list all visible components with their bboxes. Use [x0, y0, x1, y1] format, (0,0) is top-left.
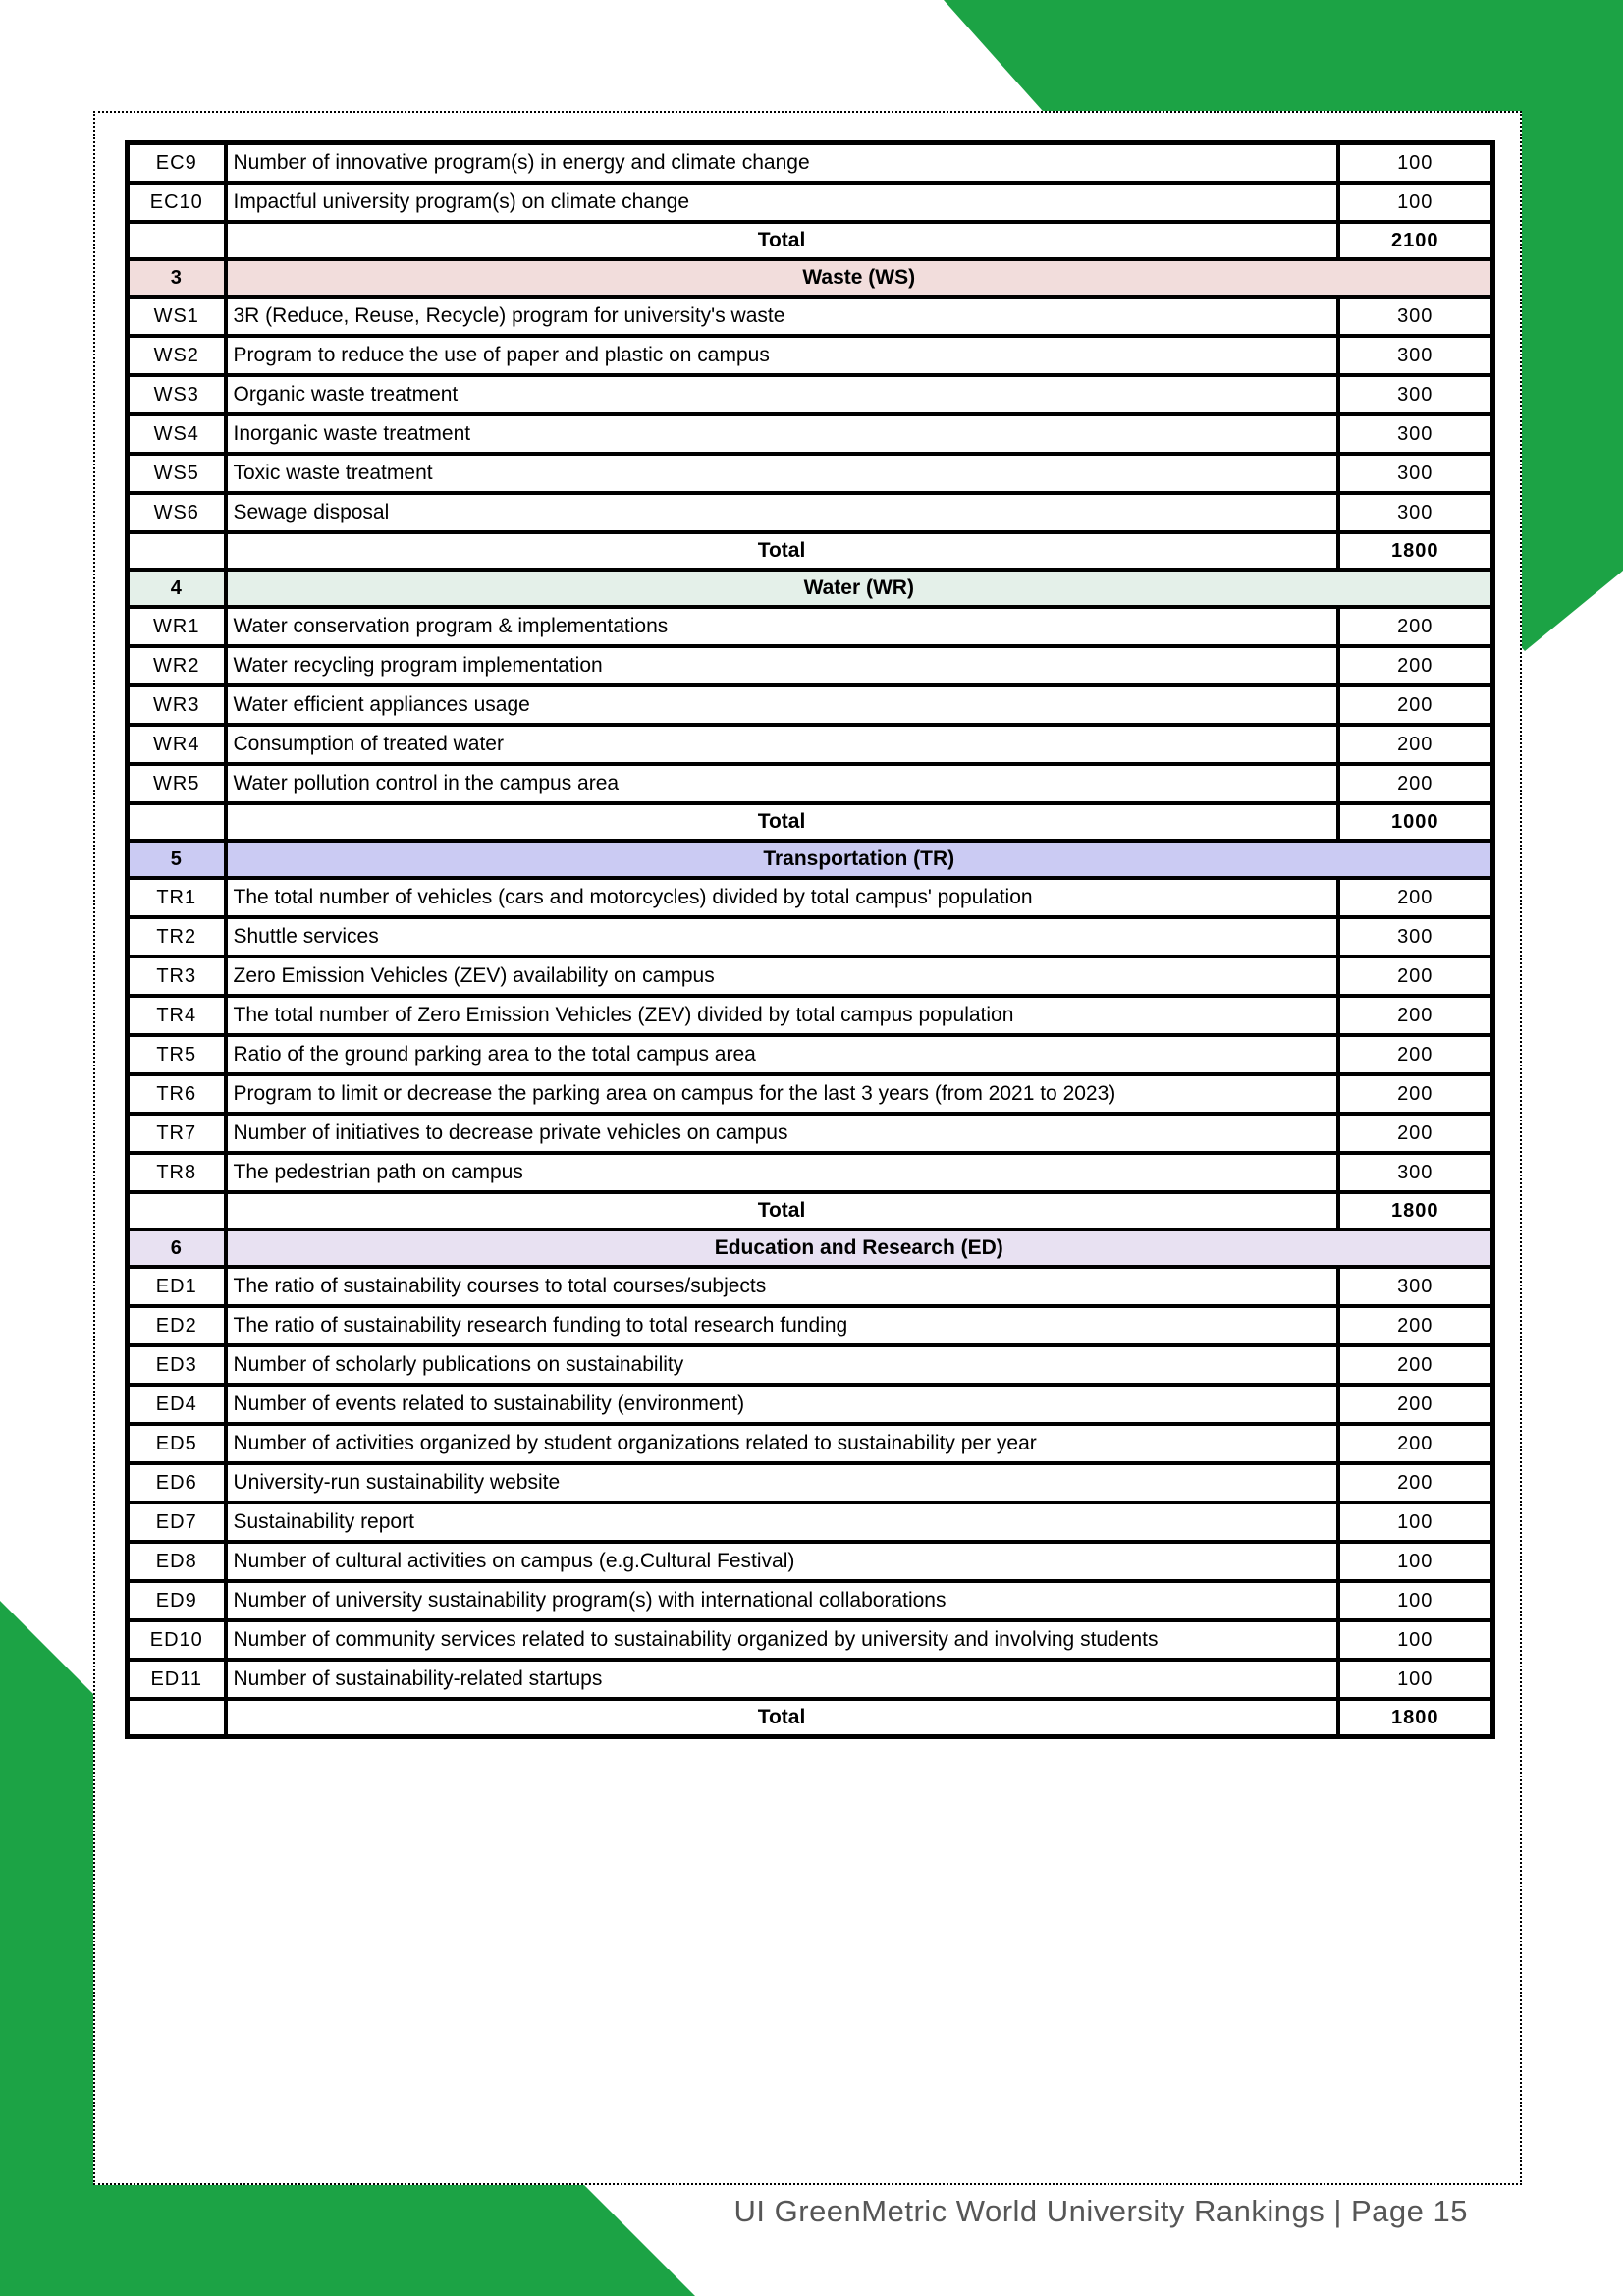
indicator-label-cell [226, 646, 1338, 685]
indicator-code-cell: ED10 [128, 1620, 226, 1660]
indicator-points-cell: 200 [1338, 996, 1493, 1035]
table-row [128, 259, 1493, 297]
indicator-label-cell [226, 454, 1338, 493]
total-empty-cell [128, 1699, 226, 1737]
table-row [128, 725, 1493, 764]
indicator-points-cell: 200 [1338, 1306, 1493, 1345]
table-row [128, 143, 1493, 184]
indicator-code-cell: ED1 [128, 1267, 226, 1306]
table-row [128, 1503, 1493, 1542]
indicator-table [125, 140, 1495, 1739]
indicator-label-cell [226, 764, 1338, 803]
indicator-label-text: Consumption of treated water [233, 733, 504, 755]
indicator-label-cell [226, 1306, 1338, 1345]
indicator-code-cell: WS3 [128, 375, 226, 414]
indicator-label-cell [226, 1153, 1338, 1192]
indicator-code-cell: TR6 [128, 1074, 226, 1114]
indicator-code-cell: ED3 [128, 1345, 226, 1385]
indicator-label-text: 3R (Reduce, Reuse, Recycle) program for university's waste [233, 304, 785, 327]
indicator-code-cell: TR4 [128, 996, 226, 1035]
section-number-cell: 3 [128, 259, 226, 297]
table-row [128, 1660, 1493, 1699]
indicator-label-text: Sustainability report [233, 1510, 414, 1533]
indicator-points-cell: 300 [1338, 493, 1493, 532]
total-points-cell: 1800 [1338, 1192, 1493, 1230]
page-footer: UI GreenMetric World University Rankings | Page 15 [733, 2194, 1468, 2228]
indicator-code-cell: WR5 [128, 764, 226, 803]
indicator-label-cell [226, 878, 1338, 917]
indicator-code-cell: ED6 [128, 1463, 226, 1503]
indicator-label-cell [226, 1114, 1338, 1153]
indicator-label-text: Number of university sustainability program(s) with international collaborations [233, 1589, 947, 1612]
table-row [128, 1153, 1493, 1192]
indicator-points-cell: 200 [1338, 764, 1493, 803]
table-row [128, 1114, 1493, 1153]
indicator-label-cell [226, 1385, 1338, 1424]
indicator-label-text: Shuttle services [233, 925, 379, 948]
total-points-cell: 1800 [1338, 1699, 1493, 1737]
indicator-label-cell [226, 917, 1338, 957]
table-row [128, 222, 1493, 259]
indicator-code-cell: WR1 [128, 607, 226, 646]
indicator-label-cell [226, 414, 1338, 454]
table-row [128, 1424, 1493, 1463]
table-row [128, 1192, 1493, 1230]
total-points-cell: 2100 [1338, 222, 1493, 259]
table-row [128, 183, 1493, 222]
table-row [128, 414, 1493, 454]
indicator-label-text: Number of activities organized by student organizations related to sustainability per year [233, 1432, 1037, 1454]
indicator-code-cell: ED7 [128, 1503, 226, 1542]
indicator-label-text: Number of cultural activities on campus (e.g.Cultural Festival) [233, 1550, 795, 1572]
indicator-points-cell: 100 [1338, 1620, 1493, 1660]
table-row [128, 878, 1493, 917]
indicator-label-text: University-run sustainability website [233, 1471, 561, 1494]
section-number-cell: 5 [128, 841, 226, 878]
indicator-label-cell [226, 1074, 1338, 1114]
indicator-code-cell: TR8 [128, 1153, 226, 1192]
indicator-label-text: Zero Emission Vehicles (ZEV) availability on campus [233, 964, 715, 987]
indicator-points-cell: 200 [1338, 646, 1493, 685]
table-row [128, 1306, 1493, 1345]
indicator-code-cell: TR3 [128, 957, 226, 996]
indicator-label-cell [226, 607, 1338, 646]
table-row [128, 764, 1493, 803]
indicator-code-cell: TR1 [128, 878, 226, 917]
indicator-points-cell: 100 [1338, 1660, 1493, 1699]
table-row [128, 1620, 1493, 1660]
indicator-code-cell: ED5 [128, 1424, 226, 1463]
total-empty-cell [128, 532, 226, 570]
table-row [128, 1542, 1493, 1581]
indicator-code-cell: ED4 [128, 1385, 226, 1424]
indicator-points-cell: 200 [1338, 957, 1493, 996]
indicator-points-cell: 200 [1338, 1424, 1493, 1463]
indicator-label-text: Sewage disposal [233, 501, 390, 523]
indicator-code-cell: TR2 [128, 917, 226, 957]
indicator-label-text: Inorganic waste treatment [233, 422, 471, 445]
indicator-code-cell: TR5 [128, 1035, 226, 1074]
table-row [128, 1074, 1493, 1114]
indicator-points-cell: 300 [1338, 336, 1493, 375]
indicator-label-text: The pedestrian path on campus [233, 1161, 523, 1183]
table-row [128, 297, 1493, 336]
total-points-cell: 1000 [1338, 803, 1493, 841]
indicator-label-cell [226, 1581, 1338, 1620]
indicator-points-cell: 300 [1338, 414, 1493, 454]
indicator-label-text: Number of events related to sustainability (environment) [233, 1393, 745, 1415]
indicator-label-cell [226, 1267, 1338, 1306]
indicator-label-cell [226, 336, 1338, 375]
indicator-points-cell: 200 [1338, 725, 1493, 764]
section-title-cell: Water (WR) [226, 570, 1493, 607]
indicator-label-cell [226, 725, 1338, 764]
indicator-points-cell: 100 [1338, 1503, 1493, 1542]
table-row [128, 646, 1493, 685]
table-row [128, 841, 1493, 878]
table-row [128, 454, 1493, 493]
indicator-points-cell: 200 [1338, 878, 1493, 917]
table-row [128, 1267, 1493, 1306]
indicator-label-text: Ratio of the ground parking area to the total campus area [233, 1043, 756, 1066]
table-row [128, 1230, 1493, 1267]
indicator-code-cell: ED8 [128, 1542, 226, 1581]
table-row [128, 1035, 1493, 1074]
indicator-label-cell [226, 183, 1338, 222]
section-number-cell: 6 [128, 1230, 226, 1267]
indicator-code-cell: WS4 [128, 414, 226, 454]
indicator-label-cell [226, 1503, 1338, 1542]
indicator-label-text: Number of scholarly publications on sustainability [233, 1353, 684, 1376]
indicator-label-text: Water recycling program implementation [233, 654, 603, 677]
total-label-cell: Total [226, 222, 1338, 259]
indicator-code-cell: ED2 [128, 1306, 226, 1345]
indicator-label-text: Toxic waste treatment [233, 462, 433, 484]
indicator-label-text: Water efficient appliances usage [233, 693, 530, 716]
table-row [128, 1345, 1493, 1385]
table-row [128, 336, 1493, 375]
table-row [128, 957, 1493, 996]
indicator-points-cell: 300 [1338, 1267, 1493, 1306]
indicator-code-cell: ED11 [128, 1660, 226, 1699]
indicator-code-cell: WS6 [128, 493, 226, 532]
indicator-code-cell: WS1 [128, 297, 226, 336]
indicator-points-cell: 300 [1338, 1153, 1493, 1192]
indicator-label-text: The ratio of sustainability courses to total courses/subjects [233, 1275, 767, 1297]
indicator-points-cell: 200 [1338, 1345, 1493, 1385]
indicator-points-cell: 200 [1338, 607, 1493, 646]
indicator-label-cell [226, 957, 1338, 996]
indicator-label-text: Program to limit or decrease the parking area on campus for the last 3 years (from 2021 to 2023) [233, 1082, 1116, 1105]
indicator-label-cell [226, 1542, 1338, 1581]
indicator-points-cell: 100 [1338, 1542, 1493, 1581]
indicator-code-cell: WR4 [128, 725, 226, 764]
indicator-label-text: Water conservation program & implementations [233, 615, 669, 637]
indicator-points-cell: 200 [1338, 1035, 1493, 1074]
indicator-code-cell: EC9 [128, 143, 226, 184]
total-label-cell: Total [226, 803, 1338, 841]
indicator-label-cell [226, 996, 1338, 1035]
section-number-cell: 4 [128, 570, 226, 607]
indicator-points-cell: 200 [1338, 1385, 1493, 1424]
indicator-label-text: Number of sustainability-related startups [233, 1667, 603, 1690]
indicator-points-cell: 100 [1338, 1581, 1493, 1620]
table-row [128, 1385, 1493, 1424]
section-title-cell: Waste (WS) [226, 259, 1493, 297]
indicator-points-cell: 200 [1338, 1074, 1493, 1114]
table-row [128, 803, 1493, 841]
indicator-label-text: Organic waste treatment [233, 383, 459, 406]
indicator-points-cell: 300 [1338, 917, 1493, 957]
indicator-label-text: The ratio of sustainability research funding to total research funding [233, 1314, 848, 1337]
indicator-label-cell [226, 493, 1338, 532]
indicator-label-text: The total number of Zero Emission Vehicles (ZEV) divided by total campus population [233, 1004, 1014, 1026]
indicator-label-text: Number of initiatives to decrease private vehicles on campus [233, 1121, 788, 1144]
table-row [128, 532, 1493, 570]
table-row [128, 1699, 1493, 1737]
indicator-label-text: Impactful university program(s) on climate change [233, 191, 690, 213]
table-row [128, 996, 1493, 1035]
indicator-label-cell [226, 1035, 1338, 1074]
indicator-label-text: Water pollution control in the campus area [233, 772, 620, 794]
total-label-cell: Total [226, 532, 1338, 570]
indicator-points-cell: 300 [1338, 375, 1493, 414]
table-row [128, 685, 1493, 725]
indicator-points-cell: 300 [1338, 297, 1493, 336]
indicator-code-cell: WS2 [128, 336, 226, 375]
indicator-label-cell [226, 1345, 1338, 1385]
indicator-code-cell: WR2 [128, 646, 226, 685]
total-label-cell: Total [226, 1192, 1338, 1230]
indicator-code-cell: WR3 [128, 685, 226, 725]
indicator-points-cell: 100 [1338, 183, 1493, 222]
table-row [128, 1463, 1493, 1503]
indicator-code-cell: EC10 [128, 183, 226, 222]
table-row [128, 607, 1493, 646]
indicator-label-cell [226, 1463, 1338, 1503]
table-row [128, 375, 1493, 414]
total-points-cell: 1800 [1338, 532, 1493, 570]
total-empty-cell [128, 1192, 226, 1230]
indicator-label-cell [226, 685, 1338, 725]
total-empty-cell [128, 803, 226, 841]
indicator-label-cell [226, 1660, 1338, 1699]
total-empty-cell [128, 222, 226, 259]
indicator-points-cell: 200 [1338, 1114, 1493, 1153]
indicator-label-cell [226, 143, 1338, 184]
indicator-label-text: The total number of vehicles (cars and motorcycles) divided by total campus' population [233, 886, 1033, 908]
section-title-cell: Transportation (TR) [226, 841, 1493, 878]
indicator-label-cell [226, 1424, 1338, 1463]
indicator-label-cell [226, 1620, 1338, 1660]
indicator-points-cell: 100 [1338, 143, 1493, 184]
indicator-points-cell: 200 [1338, 685, 1493, 725]
section-title-cell: Education and Research (ED) [226, 1230, 1493, 1267]
indicator-label-cell [226, 375, 1338, 414]
indicator-points-cell: 300 [1338, 454, 1493, 493]
table-row [128, 1581, 1493, 1620]
table-row [128, 493, 1493, 532]
indicator-label-cell [226, 297, 1338, 336]
indicator-label-text: Number of community services related to sustainability organized by university and involving students [233, 1627, 1159, 1651]
indicator-label-text: Number of innovative program(s) in energy and climate change [233, 151, 810, 174]
table-row [128, 570, 1493, 607]
indicator-code-cell: TR7 [128, 1114, 226, 1153]
indicator-code-cell: WS5 [128, 454, 226, 493]
total-label-cell: Total [226, 1699, 1338, 1737]
indicator-label-text: Program to reduce the use of paper and plastic on campus [233, 344, 770, 366]
indicator-code-cell: ED9 [128, 1581, 226, 1620]
table-row [128, 917, 1493, 957]
indicator-points-cell: 200 [1338, 1463, 1493, 1503]
